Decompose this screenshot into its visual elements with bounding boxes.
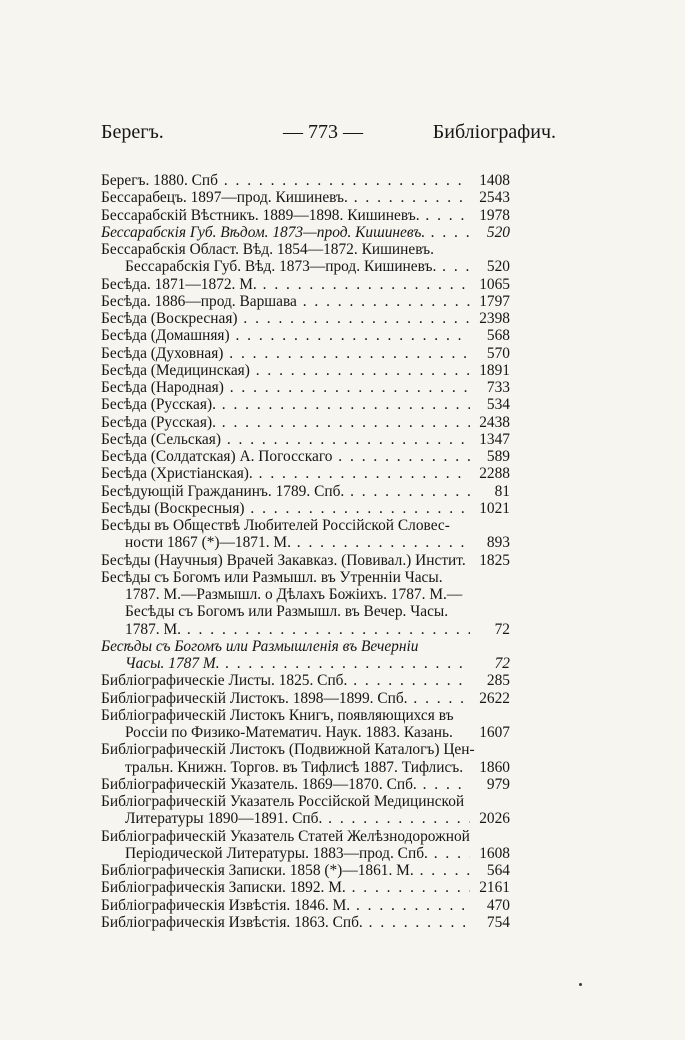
entry-number: 1825 <box>479 551 510 569</box>
entry-title: Бессарабецъ. 1897—прод. Кишиневъ. . . . <box>101 189 470 206</box>
entry-3 <box>101 207 510 224</box>
entry-title: Бесѣда (Домашняя) . . . <box>101 327 470 344</box>
entry-number: 733 <box>486 379 510 396</box>
entry-25 <box>101 690 510 707</box>
entry-title: Библіографическія Извѣстія. 1863. Спб. . . . <box>101 914 470 931</box>
entry-13 <box>101 396 510 413</box>
entry-number: 1021 <box>479 499 510 517</box>
entry-10 <box>101 345 510 362</box>
entry-title: Бесѣда (Сельская) . . . <box>101 431 470 448</box>
entry-title: Бесѣды (Научныя) Врачей Закавказ. (Повивал.) Инстит. <box>101 551 466 569</box>
entry-32 <box>101 879 510 896</box>
entry-1 <box>101 172 510 189</box>
entry-31 <box>101 862 510 879</box>
entry-title: тральн. Книжн. Торгов. въ Тифлисѣ 1887. Тифлисъ. <box>125 758 464 776</box>
entry-number: 72 <box>494 620 510 638</box>
entry-number: 1891 <box>479 361 510 379</box>
entry-number: 570 <box>486 344 510 362</box>
entry-26 <box>101 724 510 741</box>
entry-title: Россіи по Физико-Математич. Наук. 1883. Казань. <box>125 724 453 741</box>
entry-title: Библіографическій Листокъ. 1898—1899. Спб. . . . <box>101 690 470 707</box>
entry-9 <box>101 327 510 344</box>
entry-number: 534 <box>486 396 510 414</box>
entry-8 <box>101 310 510 327</box>
entry-title: Бесѣда (Медицинская) . . . <box>101 362 470 379</box>
header-catchword-right: Библіографич. <box>432 121 556 143</box>
entry-number: 893 <box>486 534 510 552</box>
entry-20 <box>101 534 510 551</box>
page-number: — 773 — <box>283 121 363 143</box>
entry-number: 520 <box>486 258 510 276</box>
entry-title: Литературы 1890—1891. Спб. . . . <box>125 810 470 827</box>
entry-19 <box>101 500 510 517</box>
entry-22-line-3: Бесѣды съ Богомъ или Размышл. въ Вечер. Часы. <box>125 603 449 621</box>
entry-title: Бесѣда. 1871—1872. М. . . . <box>101 276 470 293</box>
entry-20-line-1: Бесѣды въ Обществѣ Любителей Россійской Словес- <box>101 517 450 534</box>
entry-16 <box>101 448 510 465</box>
entry-33 <box>101 897 510 914</box>
entry-14 <box>101 414 510 431</box>
entry-title: Библіографическія Извѣстія. 1846. М. . . . <box>101 897 470 914</box>
entry-number: 72 <box>494 655 510 672</box>
entry-22-line-2: 1787. М.—Размышл. о Дѣлахъ Божіихъ. 1787. М.— <box>125 586 463 603</box>
entry-title: Библіографическія Записки. 1858 (*)—1861. М. . . . <box>101 862 470 879</box>
header-catchword-left: Берегъ. <box>101 121 164 143</box>
entry-number: 1347 <box>479 430 510 448</box>
entry-11 <box>101 362 510 379</box>
entry-number: 2398 <box>479 310 510 327</box>
entry-21 <box>101 552 510 569</box>
entry-title: Періодической Литературы. 1883—прод. Спб. . . . <box>125 845 470 862</box>
entry-title: Бесѣда (Воскресная) . . . <box>101 310 470 327</box>
entry-number: 2438 <box>479 413 510 431</box>
entry-title: Бесѣдующій Гражданинъ. 1789. Спб. . . . <box>101 483 470 500</box>
entry-6 <box>101 276 510 293</box>
entry-23 <box>101 655 510 672</box>
entry-34 <box>101 914 510 931</box>
print-speck <box>579 983 582 986</box>
entry-number: 2026 <box>479 810 510 828</box>
entry-title: Бесѣда (Христіанская). . . . <box>101 465 470 482</box>
entry-number: 568 <box>486 327 510 345</box>
bibliography-list <box>101 172 510 931</box>
entry-number: 2622 <box>479 689 510 707</box>
entry-number: 520 <box>486 223 510 241</box>
entry-title: Бесѣда (Народная) . . . <box>101 379 470 396</box>
entry-30 <box>101 845 510 862</box>
entry-number: 589 <box>486 448 510 465</box>
entry-number: 754 <box>486 913 510 931</box>
entry-title: ности 1867 (*)—1871. М. . . . <box>125 534 470 551</box>
entry-number: 1607 <box>479 724 510 741</box>
entry-29-line-1: Библіографическій Указатель Россійской Медицинской <box>101 793 465 810</box>
entry-title: Бессарабскій Вѣстникъ. 1889—1898. Кишиневъ. . . . <box>101 207 470 224</box>
entry-number: 2288 <box>479 465 510 483</box>
entry-title: Бесѣда (Русская). . . . <box>101 396 470 413</box>
entry-number: 1797 <box>479 292 510 310</box>
entry-27-line-1: Библіографическій Листокъ (Подвижной Каталогъ) Цен- <box>101 741 475 759</box>
entry-28 <box>101 776 510 793</box>
entry-number: 979 <box>486 775 510 793</box>
entry-2 <box>101 189 510 206</box>
entry-23-line-1: Бесѣды съ Богомъ или Размышленія въ Вечерніи <box>101 637 419 655</box>
entry-5-line-1: Бессарабскія Област. Вѣд. 1854—1872. Кишиневъ. <box>101 241 434 258</box>
entry-12 <box>101 379 510 396</box>
entry-27 <box>101 759 510 776</box>
running-header <box>101 118 556 148</box>
entry-26-line-1: Библіографическій Листокъ Книгъ, появляющихся въ <box>101 706 454 724</box>
entry-title: 1787. М. . . . <box>125 621 470 638</box>
entry-number: 1860 <box>479 758 510 776</box>
entry-30-line-1: Библіографическій Указатель Статей Желѣзнодорожной <box>101 827 470 845</box>
entry-18 <box>101 483 510 500</box>
entry-title: Бесѣда. 1886—прод. Варшава . . . <box>101 293 470 310</box>
entry-4 <box>101 224 510 241</box>
entry-number: 81 <box>494 482 510 500</box>
entry-title: Бессарабскія Губ. Вѣд. 1873—прод. Кишиневъ. . . . <box>125 258 470 275</box>
entry-number: 1978 <box>479 206 510 224</box>
entry-22-line-1: Бесѣды съ Богомъ или Размышл. въ Утренніи Часы. <box>101 568 443 586</box>
entry-title: Часы. 1787 М. . . . <box>125 655 470 672</box>
entry-title: Библіографическія Записки. 1892. М. . . . <box>101 879 470 896</box>
entry-17 <box>101 465 510 482</box>
entry-number: 1608 <box>479 844 510 862</box>
entry-title: Бесѣды (Воскресныя) . . . <box>101 500 470 517</box>
entry-title: Бесѣда (Русская). . . . <box>101 414 470 431</box>
entry-number: 2543 <box>479 189 510 207</box>
entry-title: Библіографическій Указатель. 1869—1870. Спб. . . . <box>101 776 470 793</box>
entry-15 <box>101 431 510 448</box>
entry-number: 1065 <box>479 275 510 293</box>
entry-number: 285 <box>486 672 510 690</box>
entry-number: 564 <box>486 862 510 879</box>
entry-title: Библіографическіе Листы. 1825. Спб. . . . <box>101 672 470 689</box>
entry-29 <box>101 810 510 827</box>
entry-title: Бесѣда (Духовная) . . . <box>101 345 470 362</box>
entry-5 <box>101 258 510 275</box>
entry-24 <box>101 672 510 689</box>
entry-number: 470 <box>486 896 510 914</box>
entry-title: Бессарабскія Губ. Вѣдом. 1873—прод. Кишиневъ. . . . <box>101 224 470 241</box>
entry-number: 2161 <box>479 879 510 897</box>
entry-title: Бесѣда (Солдатская) А. Погосскаго . . . <box>101 448 470 465</box>
entry-number: 1408 <box>479 172 510 189</box>
entry-22 <box>101 621 510 638</box>
entry-title: Берегъ. 1880. Спб . . . <box>101 172 470 189</box>
entry-7 <box>101 293 510 310</box>
